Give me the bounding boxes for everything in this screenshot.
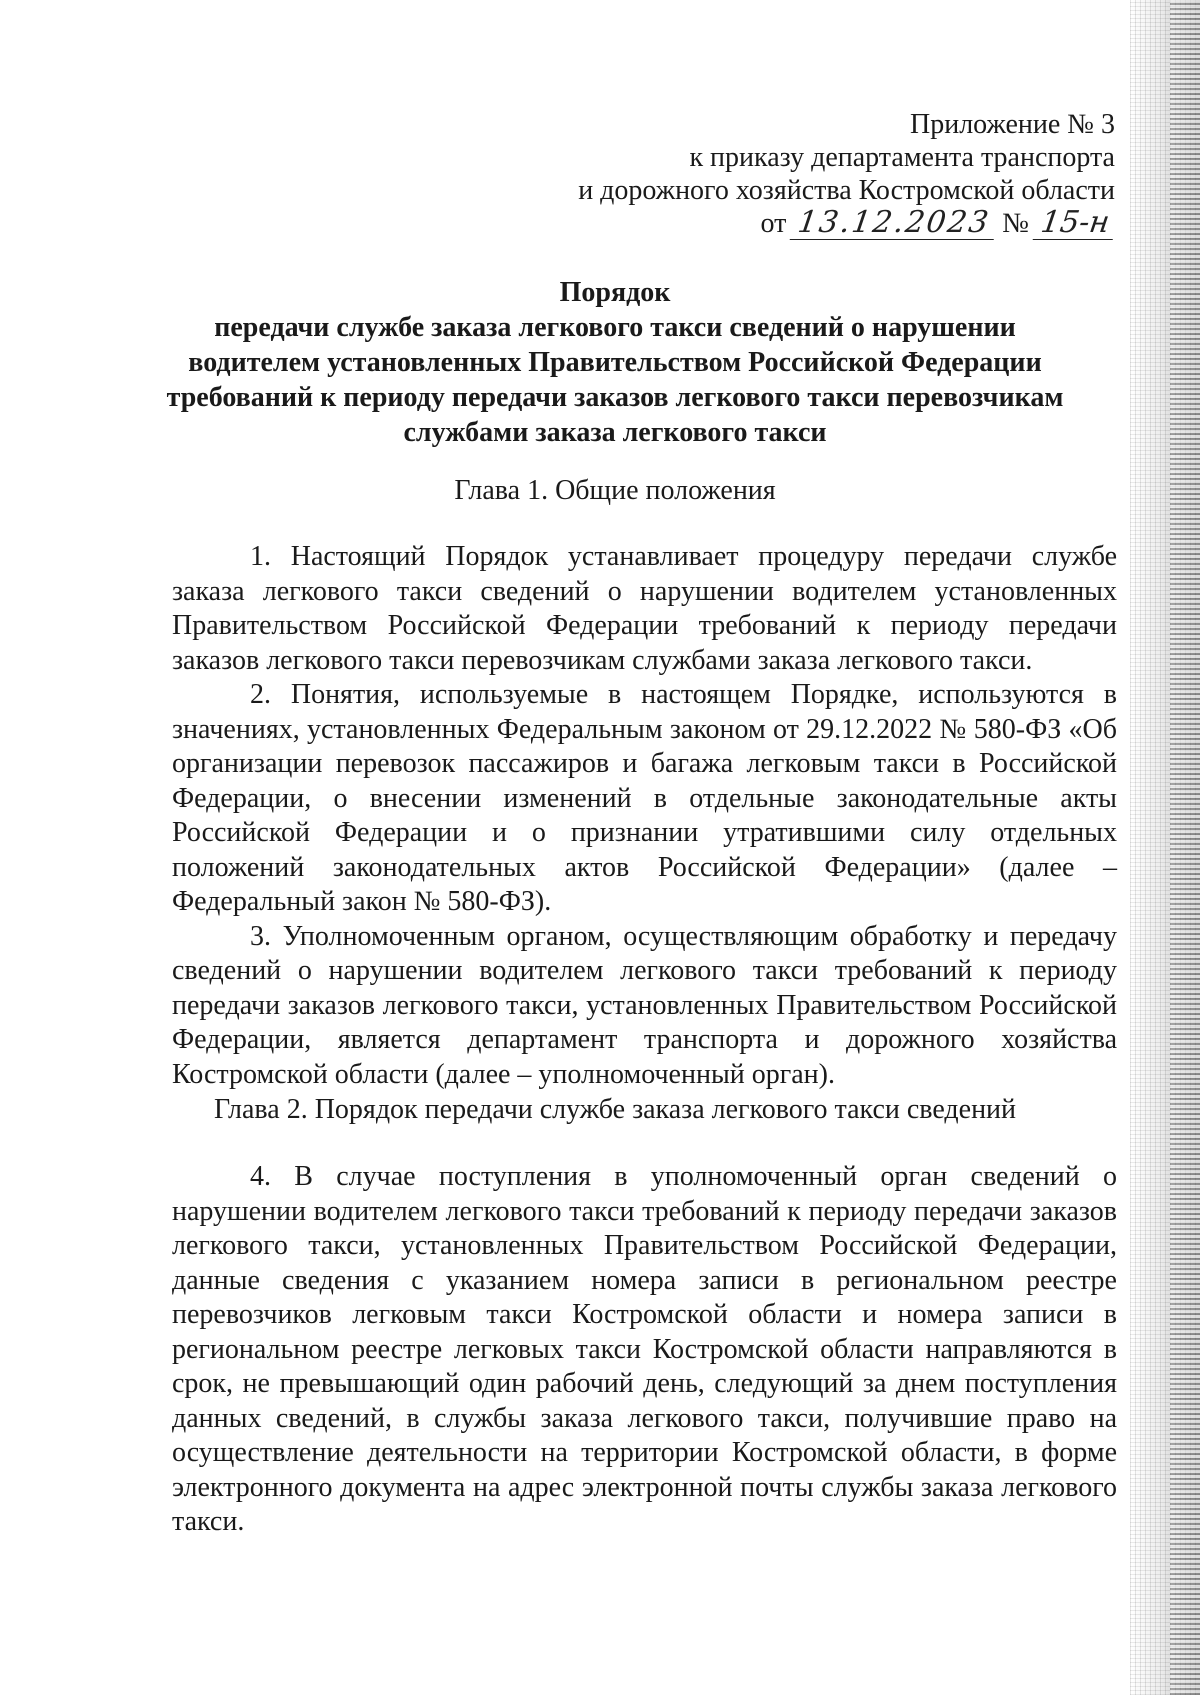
- title-line-4: службами заказа легкового такси: [403, 417, 827, 448]
- date-number-line: [578, 207, 1115, 240]
- title-line-1: передачи службе заказа легкового такси сведений о нарушении: [214, 312, 1016, 343]
- title-line-2: водителем установленных Правительством Российской Федерации: [188, 347, 1042, 378]
- appendix-number: Приложение № 3: [910, 109, 1115, 140]
- appendix-header: [578, 108, 1115, 240]
- paragraph-2: 2. Понятия, используемые в настоящем Порядке, используются в значениях, установленных Федеральным законом от 29.12.2022 № 580-ФЗ «Об организации перевозок пассажиров и багажа легковым такси в Российской Федерации, о внесении изменений в отдельные законодательные акты Российской Федерации и о признании утратившими силу отдельных положений законодательных актов Российской Федерации» (далее – Федеральный закон № 580-ФЗ).: [172, 679, 1117, 917]
- handwritten-number: 15-н: [1033, 207, 1118, 240]
- scan-noise-edge: [1130, 0, 1200, 1695]
- chapter-1-body: [172, 540, 1117, 1092]
- date-prefix: от: [760, 208, 787, 239]
- handwritten-date: 13.12.2023: [790, 207, 998, 240]
- chapter-2-body: [172, 1160, 1117, 1540]
- order-reference-line: к приказу департамента транспорта: [689, 142, 1115, 173]
- title-heading: Порядок: [559, 277, 671, 308]
- document-title: [150, 275, 1080, 450]
- chapter-2-heading: Глава 2. Порядок передачи службе заказа легкового такси сведений: [213, 1094, 1017, 1125]
- paragraph-3: 3. Уполномоченным органом, осуществляющим обработку и передачу сведений о нарушении водителем легкового такси требований к периоду передачи заказов легкового такси, установленных Правительством Российской Федерации, является департамент транспорта и дорожного хозяйства Костромской области (далее – уполномоченный орган).: [172, 920, 1117, 1090]
- chapter-1-heading: Глава 1. Общие положения: [454, 475, 776, 506]
- paragraph-1: 1. Настоящий Порядок устанавливает процедуру передачи службе заказа легкового такси сведений о нарушении водителем установленных Правительством Российской Федерации требований к периоду передачи заказов легкового такси перевозчикам службами заказа легкового такси.: [172, 541, 1117, 676]
- number-prefix: №: [1002, 208, 1029, 239]
- paragraph-4: 4. В случае поступления в уполномоченный орган сведений о нарушении водителем легкового такси требований к периоду передачи заказов легкового такси, установленных Правительством Российской Федерации, данные сведения с указанием номера записи в региональном реестре перевозчиков легковым такси Костромской области и номера записи в региональном реестре легковых такси Костромской области направляются в срок, не превышающий один рабочий день, следующий за днем поступления данных сведений, в службы заказа легкового такси, получившие право на осуществление деятельности на территории Костромской области, в форме электронного документа на адрес электронной почты службы заказа легкового такси.: [172, 1161, 1117, 1537]
- department-line: и дорожного хозяйства Костромской области: [578, 175, 1115, 206]
- title-line-3: требований к периоду передачи заказов легкового такси перевозчикам: [166, 382, 1064, 413]
